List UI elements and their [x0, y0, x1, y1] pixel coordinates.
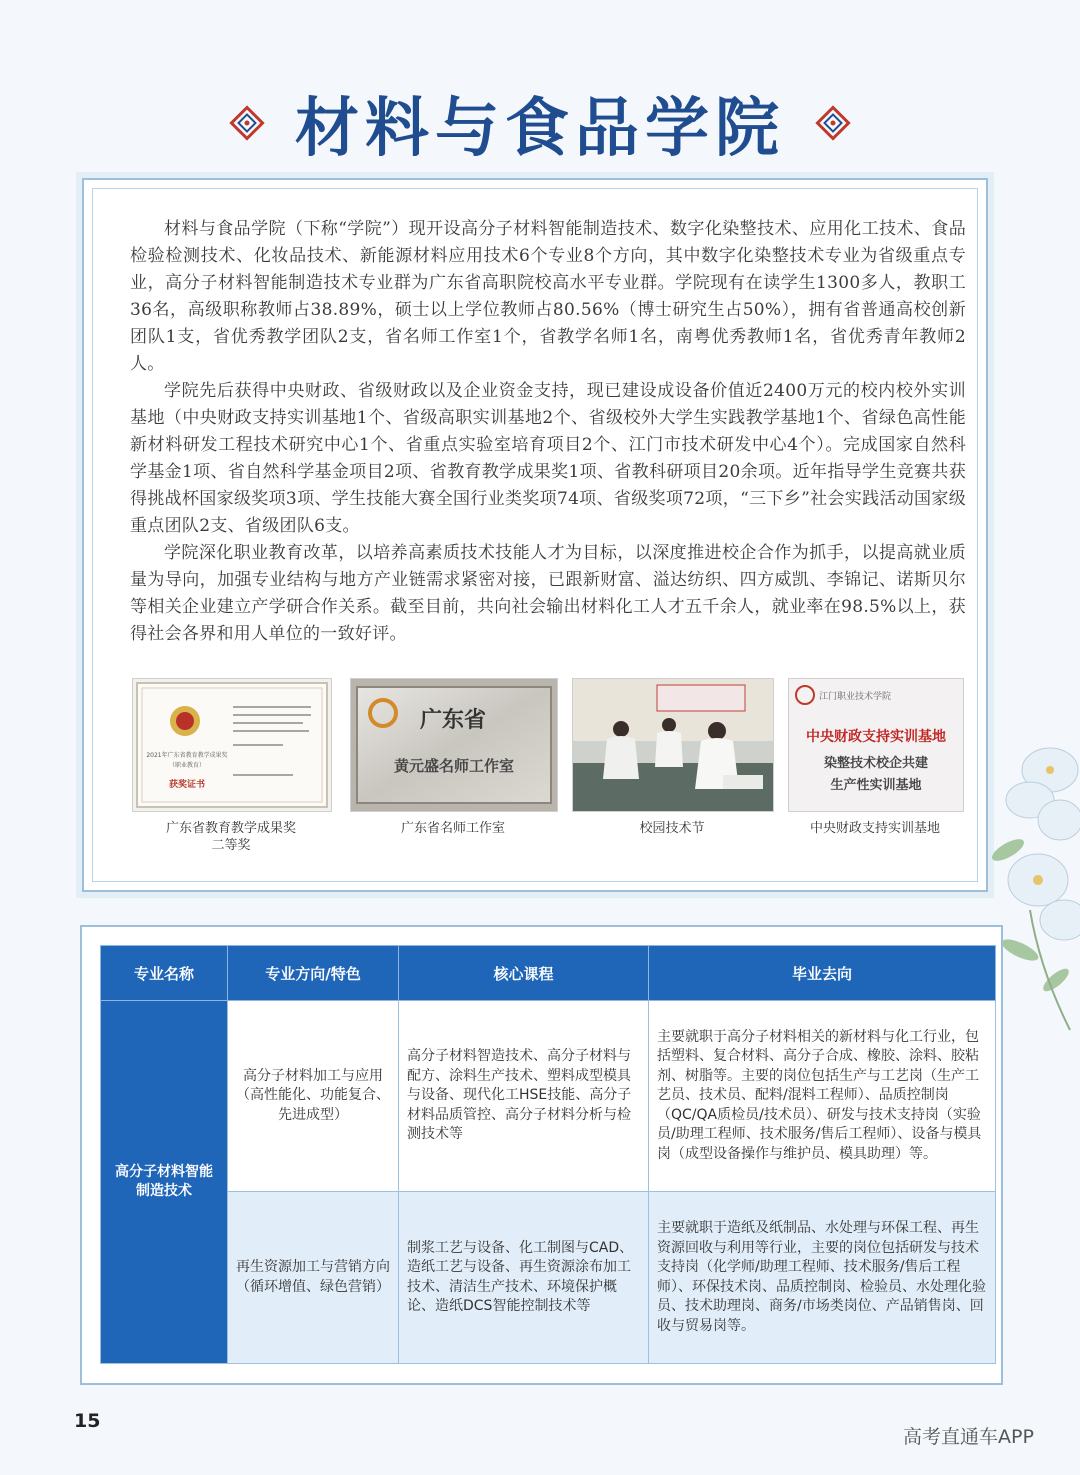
- lab-photo: [572, 678, 774, 812]
- certificate-photo: [132, 678, 332, 812]
- sign-line2-text: 染整技术校企共建: [823, 756, 929, 771]
- courses-cell: 高分子材料智造技术、高分子材料与配方、涂料生产技术、塑料成型模具与设备、现代化工HSE技能、高分子材料品质管控、高分子材料分析与检测技术等: [399, 1001, 649, 1192]
- sign-line3-text: 生产性实训基地: [830, 778, 922, 793]
- lab-image: [573, 679, 773, 811]
- caption-certificate: [132, 820, 330, 854]
- sign-image: [789, 679, 963, 811]
- certificate-grade-text: （职业教育）: [168, 762, 206, 769]
- major-name-cell: 高分子材料智能制造技术: [101, 1001, 228, 1364]
- career-cell: 主要就职于高分子材料相关的新材料与化工行业，包括塑料、复合材料、高分子合成、橡胶、涂料、胶粘剂、树脂等。主要的岗位包括生产与工艺岗（生产工艺员、技术员、配料/混料工程师）、品质控制岗（QC/QA质检员/技术员）、研发与技术支持岗（实验员/助理工程师、技术服务/售后工程师）、设备与模具岗（成型设备操作与维护员、模具助理）等。: [649, 1001, 996, 1192]
- caption-sign: 中央财政支持实训基地: [809, 821, 940, 836]
- page-title: 材料与食品学院: [295, 91, 785, 166]
- direction-cell: 高分子材料加工与应用（高性能化、功能复合、先进成型）: [228, 1001, 399, 1192]
- caption-certificate-line2: 二等奖: [211, 838, 251, 853]
- sign-title-text: 中央财政支持实训基地: [806, 729, 946, 745]
- intro-paragraph-1: 材料与食品学院（下称“学院”）现开设高分子材料智能制造技术、数字化染整技术、应用化工技术、食品检验检测技术、化妆品技术、新能源材料应用技术6个专业8个方向，其中数字化染整技术专业为省级重点专业，高分子材料智能制造技术专业群为广东省高职院校高水平专业群。学院现有在读学生1300多人，教职工36名，高级职称教师占38.89%，硕士以上学位教师占80.56%（博士研究生占50%），拥有省普通高校创新团队1支，省优秀教学团队2支，省名师工作室1个，省教学名师1名，南粤优秀教师1名，省优秀青年教师2人。: [130, 219, 966, 374]
- table-row: [101, 1192, 996, 1364]
- major-table: [100, 945, 996, 1364]
- plaque-photo: [350, 678, 558, 812]
- plaque-subtitle-text: 黄元盛名师工作室: [393, 757, 515, 775]
- intro-paragraph-3: 学院深化职业教育改革，以培养高素质技术技能人才为目标，以深度推进校企合作为抓手，以提高就业质量为导向，加强专业结构与地方产业链需求紧密对接，已跟新财富、溢达纺织、四方威凯、李锦记、诺斯贝尔等相关企业建立产学研合作关系。截至目前，共向社会输出材料化工人才五千余人，就业率在98.5%以上，获得社会各界和用人单位的一致好评。: [130, 543, 966, 644]
- header-career: 毕业去向: [649, 946, 996, 1001]
- intro-paragraph-2: 学院先后获得中央财政、省级财政以及企业资金支持，现已建设成设备价值近2400万元的校内校外实训基地（中央财政支持实训基地1个、省级高职实训基地2个、省级校外大学生实践教学基地1个、省绿色高性能新材料研发工程技术研究中心1个、省重点实验室培育项目2个、江门市技术研发中心4个）。完成国家自然科学基金1项、省自然科学基金项目2项、省教育教学成果奖1项、省教科研项目20余项。近年指导学生竞赛共获得挑战杯国家级奖项3项、学生技能大赛全国行业类奖项74项、省级奖项72项，“三下乡”社会实践活动国家级重点团队2支、省级团队6支。: [130, 381, 966, 536]
- career-cell: 主要就职于造纸及纸制品、水处理与环保工程、再生资源回收与利用等行业，主要的岗位包括研发与技术支持岗（化学师/助理工程师、技术服务/售后工程师）、环保技术岗、品质控制岗、检验员、水处理化验员、技术助理岗、商务/市场类岗位、产品销售岗、回收与贸易岗等。: [649, 1192, 996, 1364]
- ornament-right-icon: [815, 105, 851, 141]
- certificate-year-text: 2021年广东省教育教学成果奖: [146, 752, 228, 759]
- page-number: 15: [74, 1410, 101, 1432]
- plaque-image: [351, 679, 557, 811]
- sign-school-text: 江门职业技术学院: [819, 692, 892, 702]
- certificate-image: [133, 679, 331, 811]
- header-courses: 核心课程: [399, 946, 649, 1001]
- certificate-stamp-text: 获奖证书: [168, 780, 206, 790]
- ornament-left-icon: [229, 105, 265, 141]
- caption-certificate-line1: 广东省教育教学成果奖: [165, 821, 296, 836]
- table-row: [101, 1001, 996, 1192]
- direction-cell: 再生资源加工与营销方向（循环增值、绿色营销）: [228, 1192, 399, 1364]
- header-major-name: 专业名称: [101, 946, 228, 1001]
- header-direction: 专业方向/特色: [228, 946, 399, 1001]
- table-header-row: [101, 946, 996, 1001]
- sign-photo: [788, 678, 964, 812]
- caption-lab: 校园技术节: [639, 821, 705, 836]
- title-row: [0, 78, 1080, 168]
- watermark-text: 高考直通车APP: [903, 1426, 1034, 1448]
- plaque-title-text: 广东省: [419, 708, 487, 733]
- caption-plaque: 广东省名师工作室: [400, 821, 505, 836]
- courses-cell: 制浆工艺与设备、化工制图与CAD、造纸工艺与设备、再生资源涂布加工技术、清洁生产技术、环境保护概论、造纸DCS智能控制技术等: [399, 1192, 649, 1364]
